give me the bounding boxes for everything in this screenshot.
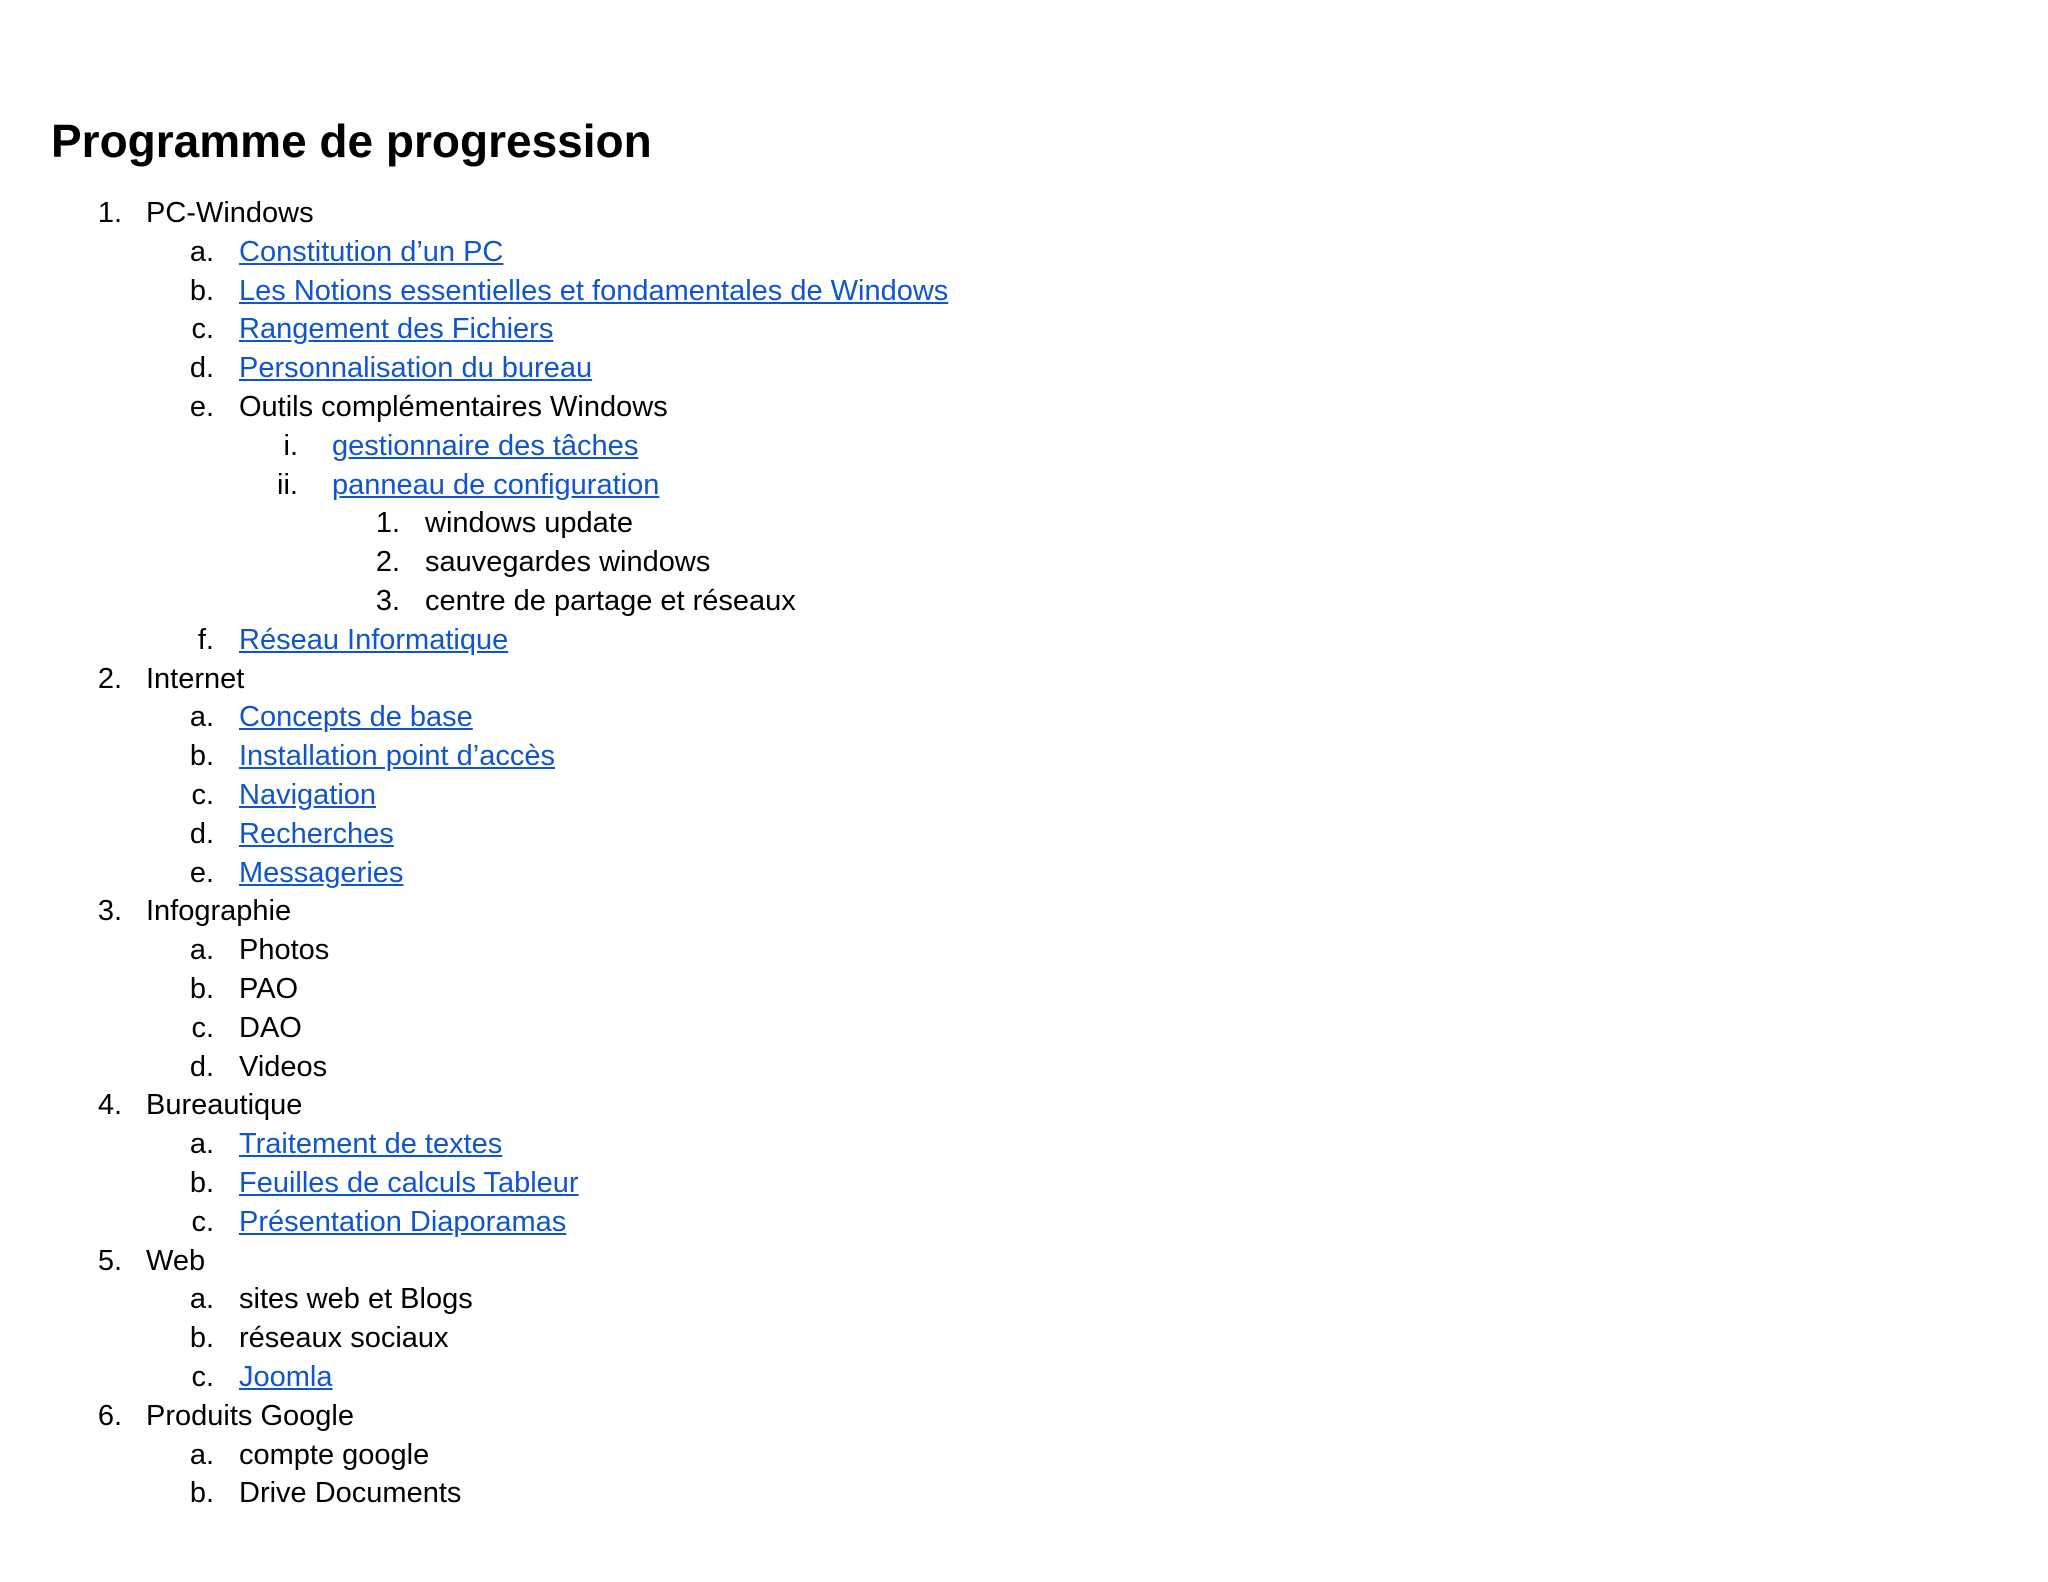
outline-link[interactable]: Installation point d’accès (239, 740, 555, 773)
list-marker: a. (189, 235, 214, 268)
outline-link[interactable]: Recherches (239, 817, 394, 850)
outline-label: Infographie (146, 895, 292, 928)
list-marker: c. (191, 779, 214, 811)
list-marker: d. (189, 817, 214, 850)
list-marker: i. (283, 429, 298, 462)
list-marker: 5. (97, 1244, 122, 1277)
list-marker: 1. (375, 507, 400, 540)
outline-label: Photos (239, 934, 330, 967)
list-marker: b. (189, 1322, 214, 1355)
list-marker: d. (189, 1050, 214, 1083)
outline-label: sites web et Blogs (239, 1283, 473, 1316)
list-marker: b. (189, 274, 214, 307)
outline-label: centre de partage et réseaux (425, 585, 796, 617)
outline-label: Internet (146, 662, 245, 695)
outline-link[interactable]: Navigation (239, 779, 377, 811)
outline-link[interactable]: Joomla (239, 1361, 333, 1393)
outline-label: PAO (239, 973, 299, 1005)
outline-label: réseaux sociaux (239, 1322, 449, 1355)
outline-label: Outils complémentaires Windows (239, 391, 668, 423)
outline-link[interactable]: Concepts de base (239, 701, 473, 734)
outline-link[interactable]: Présentation Diaporamas (239, 1205, 567, 1238)
outline-link[interactable]: Personnalisation du bureau (239, 352, 593, 385)
page-title: Programme de progression (51, 115, 652, 167)
list-marker: a. (189, 701, 214, 734)
list-marker: 3. (375, 585, 400, 617)
list-marker: c. (191, 1011, 214, 1044)
list-marker: a. (189, 1283, 214, 1316)
list-marker: b. (189, 973, 214, 1005)
outline-label: DAO (239, 1011, 302, 1044)
outline-link[interactable]: panneau de configuration (332, 468, 660, 501)
outline-link[interactable]: Réseau Informatique (239, 623, 509, 656)
list-marker: b. (189, 1167, 214, 1199)
list-marker: 2. (375, 546, 400, 579)
list-marker: e. (189, 856, 214, 889)
outline-label: Web (146, 1244, 206, 1277)
list-marker: 3. (97, 895, 122, 928)
list-marker: e. (189, 391, 214, 423)
list-marker: 4. (97, 1089, 122, 1122)
outline-link[interactable]: Rangement des Fichiers (239, 313, 554, 346)
outline-link[interactable]: Traitement de textes (239, 1128, 503, 1161)
outline-label: Produits Google (146, 1399, 354, 1432)
outline-label: windows update (425, 507, 633, 540)
list-marker: 1. (97, 197, 122, 229)
list-marker: f. (197, 623, 214, 656)
list-marker: b. (189, 1477, 214, 1510)
list-marker: a. (189, 934, 214, 967)
outline-label: Videos (239, 1050, 328, 1083)
list-marker: ii. (277, 468, 298, 501)
outline-link[interactable]: Constitution d’un PC (239, 235, 504, 268)
list-marker: c. (191, 313, 214, 346)
outline-label: compte google (239, 1438, 430, 1471)
outline-label: sauvegardes windows (425, 546, 711, 579)
outline-link[interactable]: Feuilles de calculs Tableur (239, 1167, 579, 1199)
outline-link[interactable]: Les Notions essentielles et fondamentales de Windows (239, 274, 949, 307)
list-marker: a. (189, 1128, 214, 1161)
outline-link[interactable]: gestionnaire des tâches (332, 429, 639, 462)
list-marker: c. (191, 1361, 214, 1393)
list-marker: b. (189, 740, 214, 773)
outline-link[interactable]: Messageries (239, 856, 404, 889)
outline-label: Drive Documents (239, 1477, 462, 1510)
list-marker: 2. (97, 662, 122, 695)
list-marker: a. (189, 1438, 214, 1471)
outline-label: Bureautique (146, 1089, 303, 1122)
list-marker: c. (191, 1205, 214, 1238)
list-marker: 6. (97, 1399, 122, 1432)
list-marker: d. (189, 352, 214, 385)
outline-label: PC-Windows (146, 197, 314, 229)
